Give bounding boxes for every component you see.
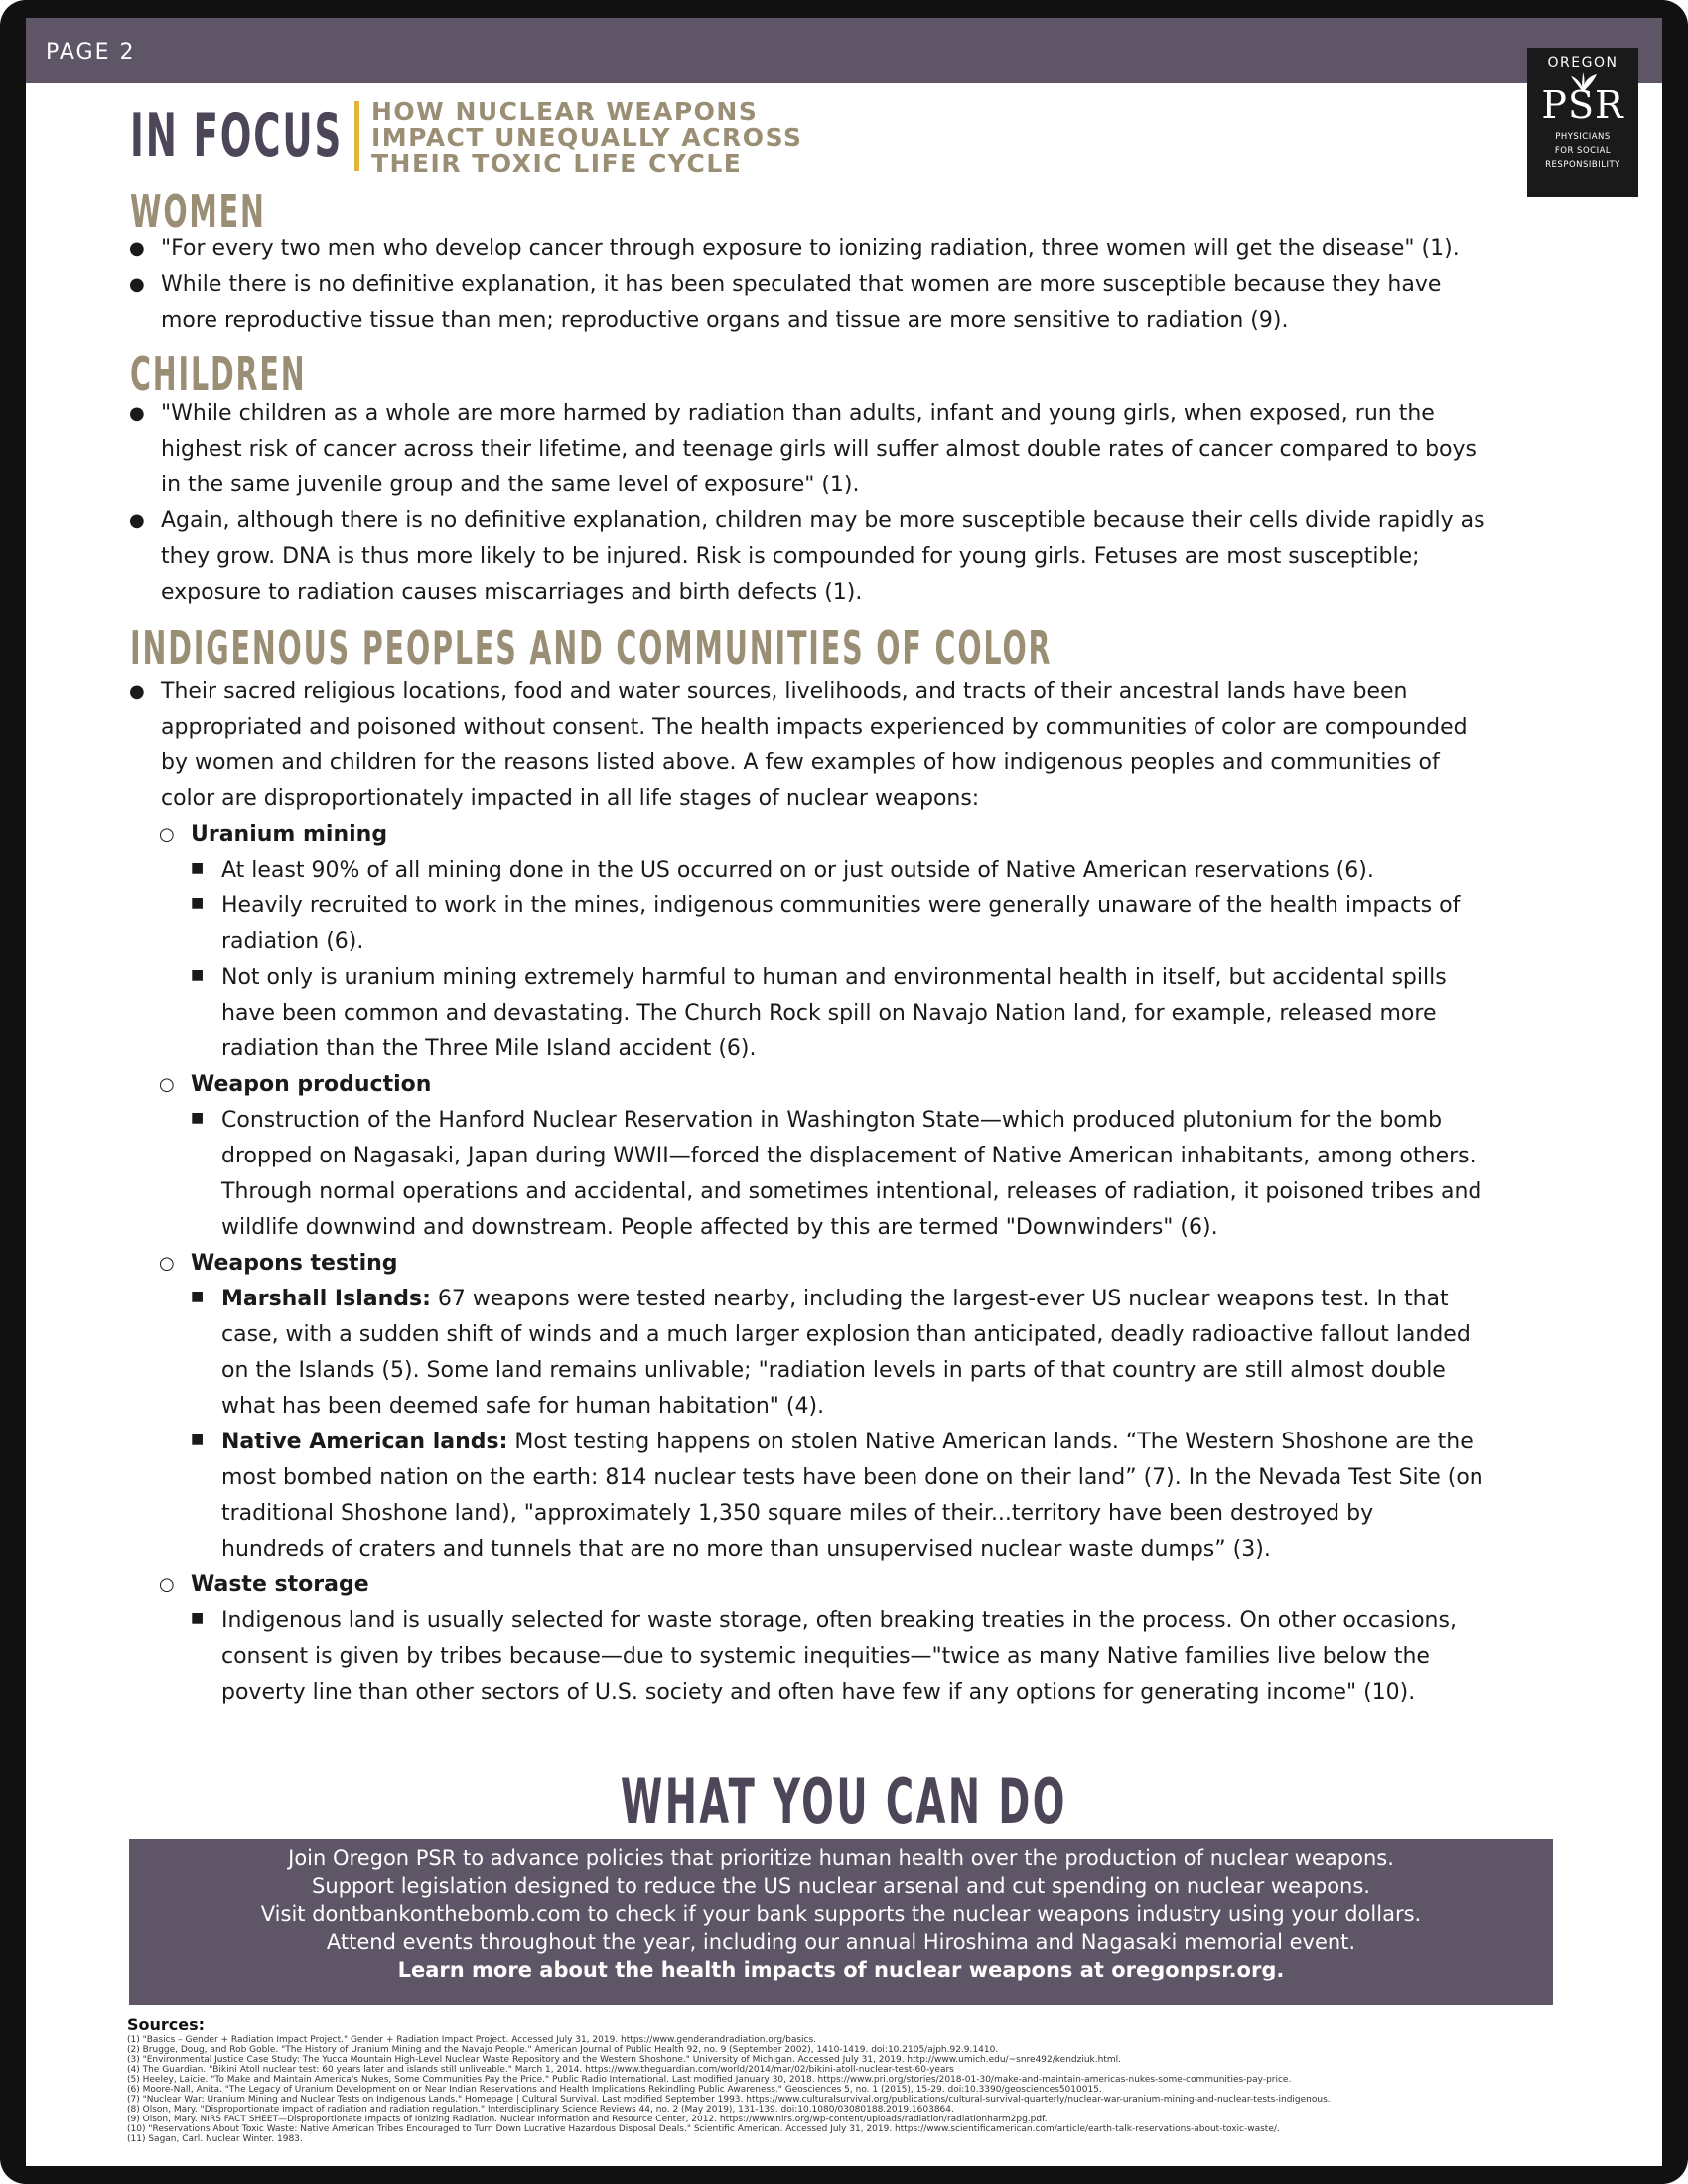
bullet-icon: ● [129, 510, 145, 531]
waste-text-line: consent is given by tribes because—due to systemic inequities—"twice as many Native families live below the [221, 1644, 1430, 1669]
square-bullet-icon: ■ [191, 1289, 205, 1304]
source-item: (1) "Basics – Gender + Radiation Impact Project." Gender + Radiation Impact Project. Accessed July 31, 2019. https://www.genderandradiation.org/basics. [127, 2035, 817, 2045]
section-heading-indigenous: INDIGENOUS PEOPLES AND COMMUNITIES OF COLOR [130, 621, 1053, 675]
bullet-icon: ● [129, 274, 145, 295]
uranium-text-line: Not only is uranium mining extremely harmful to human and environmental health in itself, but accidental spills [221, 965, 1447, 990]
waste-text-line: Indigenous land is usually selected for waste storage, often breaking treaties in the process. On other occasions, [221, 1608, 1457, 1633]
document-page [26, 18, 1662, 2166]
hollow-bullet-icon: ○ [159, 1253, 175, 1274]
square-bullet-icon: ■ [191, 895, 205, 911]
bullet-icon: ● [129, 681, 145, 702]
source-item: (2) Brugge, Doug, and Rob Goble. "The History of Uranium Mining and the Navajo People." American Journal of Public Health 92, no. 9 (September 2002), 1410-1419. doi:10.2105/ajph.92.9.1410. [127, 2045, 999, 2055]
uranium-text-line: Heavily recruited to work in the mines, indigenous communities were generally unaware of the health impacts of [221, 893, 1461, 918]
hollow-bullet-icon: ○ [159, 1574, 175, 1595]
square-bullet-icon: ■ [191, 1110, 205, 1126]
source-item: (5) Heeley, Laicie. "To Make and Maintain America's Nukes, Some Communities Pay the Price." Public Radio International. Last modified January 30, 2018. https://www.pri.org/stories/2018-01-30/make-and-maintain-americas-nukes-some-communities-pay-price. [127, 2075, 1292, 2085]
marshall-text-line: what has been deemed safe for human habitation" (4). [221, 1394, 825, 1419]
source-item: (11) Sagan, Carl. Nuclear Winter. 1983. [127, 2134, 303, 2144]
native-text-line: hundreds of craters and tunnels that are no more than unsupervised nuclear waste dumps” (3). [221, 1537, 1271, 1562]
native-label: Native American lands: [221, 1430, 508, 1454]
uranium-text-line: radiation than the Three Mile Island accident (6). [221, 1036, 757, 1061]
children-text-line: "While children as a whole are more harmed by radiation than adults, infant and young girls, when exposed, run the [161, 401, 1435, 426]
uranium-text-line: radiation (6). [221, 929, 364, 954]
uranium-text-line: At least 90% of all mining done in the US occurred on or just outside of Native American reservations (6). [221, 858, 1374, 883]
marshall-label: Marshall Islands: [221, 1287, 431, 1311]
waste-text-line: poverty line than other sectors of U.S. society and often have few if any options for generating income" (10). [221, 1680, 1416, 1705]
children-text-line: in the same juvenile group and the same level of exposure" (1). [161, 473, 860, 497]
indigenous-intro-line: color are disproportionately impacted in all life stages of nuclear weapons: [161, 786, 980, 811]
action-line: Visit dontbankonthebomb.com to check if your bank supports the nuclear weapons industry using your dollars. [260, 1902, 1422, 1926]
uranium-text-line: have been common and devastating. The Church Rock spill on Navajo Nation land, for example, released more [221, 1001, 1437, 1025]
source-item: (7) "Nuclear War: Uranium Mining and Nuclear Tests on Indigenous Lands." Homepage | Cultural Survival. Last modified September 1993. https://www.culturalsurvival.org/publications/cultural-survival-quarterly/nuclear-war-uranium-mining-and-nuclear-tests-indigenous. [127, 2095, 1331, 2105]
marshall-text-line: on the Islands (5). Some land remains unlivable; "radiation levels in parts of that country are still almost double [221, 1358, 1446, 1383]
square-bullet-icon: ■ [191, 1610, 205, 1626]
women-text-line: While there is no definitive explanation, it has been speculated that women are more susceptible because they have [161, 272, 1442, 297]
native-text-line: most bombed nation on the earth: 814 nuclear tests have been done on their land” (7). In the Nevada Test Site (on [221, 1465, 1483, 1490]
production-text-line: Construction of the Hanford Nuclear Reservation in Washington State—which produced plutonium for the bomb [221, 1108, 1443, 1133]
subheading-weapon-production: Weapon production [191, 1072, 432, 1097]
sources-title: Sources: [127, 2015, 206, 2034]
page-header-bar [26, 18, 1662, 83]
square-bullet-icon: ■ [191, 1432, 205, 1447]
native-text-line: Native American lands: Most testing happens on stolen Native American lands. “The Western Shoshone are the [221, 1430, 1474, 1454]
subheading-waste-storage: Waste storage [191, 1572, 369, 1597]
page-title: IN FOCUS [130, 101, 344, 171]
action-box [129, 1839, 1553, 2005]
indigenous-intro-line: appropriated and poisoned without consent. The health impacts experienced by communities of color are compounded [161, 715, 1468, 740]
logo-subtitle: PHYSICIANS FOR SOCIAL RESPONSIBILITY [1545, 132, 1620, 170]
source-item: (3) "Environmental Justice Case Study: The Yucca Mountain High-Level Nuclear Waste Repository and the Western Shoshone." University of Michigan. Accessed July 31, 2019. http://www.umich.edu/~snre492/kendziuk.html. [127, 2055, 1121, 2065]
children-text-line: exposure to radiation causes miscarriages and birth defects (1). [161, 580, 863, 605]
section-heading-children: CHILDREN [130, 347, 307, 401]
page-subtitle: HOW NUCLEAR WEAPONS IMPACT UNEQUALLY ACROSS THEIR TOXIC LIFE CYCLE [371, 97, 803, 178]
bullet-icon: ● [129, 403, 145, 424]
action-heading: WHAT YOU CAN DO [621, 1765, 1067, 1838]
production-text-line: wildlife downwind and downstream. People affected by this are termed "Downwinders" (6). [221, 1215, 1218, 1240]
source-item: (4) The Guardian. "Bikini Atoll nuclear test: 60 years later and islands still unliveable." March 1, 2014. https://www.theguardian.com/world/2014/mar/02/bikini-atoll-nuclear-test-60-years [127, 2065, 954, 2075]
source-item: (6) Moore-Nall, Anita. "The Legacy of Uranium Development on or Near Indian Reservations and Health Implications Rekindling Public Awareness." Geosciences 5, no. 1 (2015), 15-29. doi:10.3390/geosciences5010015. [127, 2085, 1102, 2095]
action-line: Join Oregon PSR to advance policies that prioritize human health over the production of nuclear weapons. [288, 1846, 1394, 1870]
bullet-icon: ● [129, 238, 145, 259]
marshall-text-line: case, with a sudden shift of winds and a much larger explosion than anticipated, deadly radioactive fallout landed [221, 1322, 1471, 1347]
oregon-psr-logo [1527, 48, 1638, 197]
women-text-line: "For every two men who develop cancer through exposure to ionizing radiation, three women will get the disease" (1). [161, 236, 1460, 261]
logo-psr: PSR [1541, 83, 1624, 127]
square-bullet-icon: ■ [191, 967, 205, 983]
title-divider [354, 101, 359, 171]
logo-oregon: OREGON [1547, 55, 1618, 70]
hollow-bullet-icon: ○ [159, 824, 175, 845]
action-line: Support legislation designed to reduce the US nuclear arsenal and cut spending on nuclear weapons. [312, 1874, 1370, 1898]
marshall-text-line: Marshall Islands: 67 weapons were tested nearby, including the largest-ever US nuclear weapons test. In that [221, 1287, 1449, 1311]
source-item: (10) "Reservations About Toxic Waste: Native American Tribes Encouraged to Turn Down Lucrative Hazardous Disposal Deals." Scientific American. Accessed July 31, 2019. https://www.scientificamerican.com/article/earth-talk-reservations-about-toxic-waste/. [127, 2124, 1280, 2134]
women-text-line: more reproductive tissue than men; reproductive organs and tissue are more sensitive to radiation (9). [161, 308, 1289, 333]
subheading-uranium-mining: Uranium mining [191, 822, 388, 847]
indigenous-intro-line: Their sacred religious locations, food and water sources, livelihoods, and tracts of their ancestral lands have been [161, 679, 1408, 704]
action-heading-wrap [26, 1765, 1662, 1838]
learn-more-text: Learn more about the health impacts of nuclear weapons at oregonpsr.org. [397, 1958, 1285, 1981]
production-text-line: Through normal operations and accidental, and sometimes intentional, releases of radiation, it poisoned tribes and [221, 1179, 1482, 1204]
subheading-weapons-testing: Weapons testing [191, 1251, 398, 1276]
production-text-line: dropped on Nagasaki, Japan during WWII—forced the displacement of Native American inhabitants, among others. [221, 1144, 1477, 1168]
hollow-bullet-icon: ○ [159, 1074, 175, 1095]
indigenous-intro-line: by women and children for the reasons listed above. A few examples of how indigenous peoples and communities of [161, 751, 1440, 775]
children-text-line: Again, although there is no definitive explanation, children may be more susceptible because their cells divide rapidly as [161, 508, 1485, 533]
source-item: (9) Olson, Mary. NIRS FACT SHEET—Disproportionate Impacts of Ionizing Radiation. Nuclear Information and Resource Center, 2012. https://www.nirs.org/wp-content/uploads/radiation/radiationharm2pg.pdf. [127, 2115, 1048, 2124]
children-text-line: highest risk of cancer across their lifetime, and teenage girls will suffer almost double rates of cancer compared to boys [161, 437, 1477, 462]
square-bullet-icon: ■ [191, 860, 205, 876]
sources-block [127, 2015, 205, 2034]
action-line: Attend events throughout the year, including our annual Hiroshima and Nagasaki memorial event. [326, 1930, 1356, 1954]
children-text-line: they grow. DNA is thus more likely to be injured. Risk is compounded for young girls. Fetuses are most susceptible; [161, 544, 1420, 569]
section-heading-women: WOMEN [130, 185, 266, 238]
native-text-line: traditional Shoshone land), "approximately 1,350 square miles of their...territory have been destroyed by [221, 1501, 1374, 1526]
source-item: (8) Olson, Mary. "Disproportionate impact of radiation and radiation regulation." Interdisciplinary Science Reviews 44, no. 2 (May 2019), 131-139. doi:10.1080/03080188.2019.1603864. [127, 2105, 954, 2115]
page-label: PAGE 2 [46, 40, 136, 65]
